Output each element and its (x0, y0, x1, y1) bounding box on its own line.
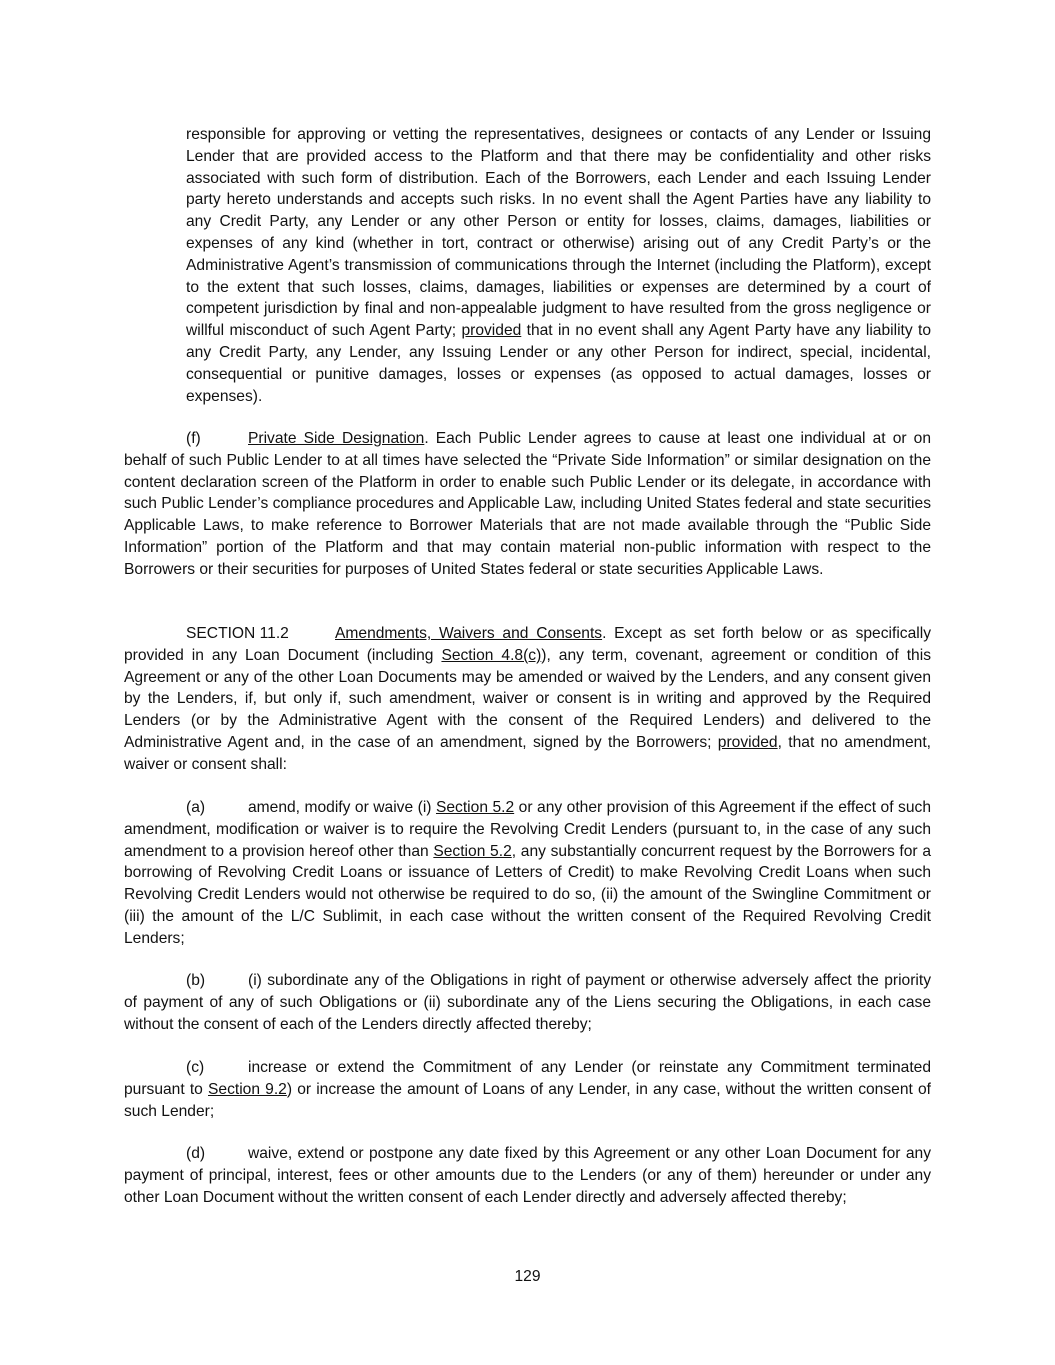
section-reference: Section 5.2 (433, 842, 512, 860)
clause-label: (d) (186, 1145, 206, 1162)
page-number: 129 (514, 1268, 541, 1285)
section-11-2 (124, 623, 931, 776)
section-reference: Section 9.2 (208, 1080, 287, 1098)
clause-label: (c) (186, 1059, 205, 1076)
clause-label: (f) (186, 430, 201, 447)
text-run: ), any term, covenant, agreement or condition of this Agreement or any of the other Loan Documents may be amended or waived by the Lenders, and any consent given by the Lenders, if, but only if, such amendment, waiver or consent is in writing and approved by the Required Lenders (or by the Administrative Agent with the consent of the Required Lenders) and delivered to the Administrative Agent and, in the case of an amendment, signed by the Borrowers; (124, 646, 931, 751)
clause-label: (a) (186, 799, 206, 816)
text-run: (i) subordinate any of the Obligations in right of payment or otherwise adversely affect the priority of payment of any of such Obligations or (ii) subordinate any of the Liens securing the Obligations, in each case without the consent of each of the Lenders directly affected thereby; (124, 972, 931, 1033)
text-run: responsible for approving or vetting the representatives, designees or contacts of any Lender or Issuing Lender that are provided access to the Platform and that there may be confidentiality and other risks associated with such form of distribution. Each of the Borrowers, each Lender and each Issuing Lender party hereto understands and accepts such risks. In no event shall the Agent Parties have any liability to any Credit Party, any Lender or any other Person or entity for losses, claims, damages, liabilities or expenses of any kind (whether in tort, contract or otherwise) arising out of any Credit Party’s or the Administrative Agent’s transmission of communications through the Internet (including the Platform), except to the extent that such losses, claims, damages, liabilities or expenses are determined by a court of competent jurisdiction by final and non-appealable judgment to have resulted from the gross negligence or willful misconduct of such Agent Party; (186, 126, 931, 340)
paragraph-d (124, 1143, 931, 1208)
section-reference: Section 4.8(c) (441, 646, 542, 664)
paragraph-continuation (186, 124, 931, 407)
text-run: . Except as set forth below or as specifically provided in any Loan Document (including (124, 625, 931, 664)
clause-label: (b) (186, 972, 206, 989)
text-run: increase or extend the Commitment of any Lender (or reinstate any Commitment terminated pursuant to (124, 1059, 931, 1098)
text-run: that in no event shall any Agent Party have any liability to any Credit Party, any Lender, any Issuing Lender or any other Person for indirect, special, incidental, consequential or punitive damages, losses or expenses (as opposed to actual damages, losses or expenses). (186, 322, 931, 405)
paragraph-f (124, 428, 931, 581)
clause-heading: Private Side Designation (248, 430, 425, 447)
text-run: . Each Public Lender agrees to cause at least one individual at or on behalf of such Public Lender to at all times have selected the “Private Side Information” or similar designation on the content declaration screen of the Platform in order to enable such Public Lender or its delegate, in accordance with such Public Lender’s compliance procedures and Applicable Law, including United States federal and state securities Applicable Laws, to make reference to Borrower Materials that are not made available through the “Public Side Information” portion of the Platform and that may contain material non-public information with respect to the Borrowers or their securities for purposes of United States federal or state securities Applicable Laws. (124, 430, 932, 578)
text-run: waive, extend or postpone any date fixed by this Agreement or any other Loan Document for any payment of principal, interest, fees or other amounts due to the Lenders (or any of them) hereunder or under any other Loan Document without the written consent of each Lender directly and adversely affected thereby; (124, 1145, 931, 1206)
text-run: amend, modify or waive (i) (248, 799, 436, 816)
text-run: , that no amendment, waiver or consent shall: (124, 733, 931, 773)
text-run: ) or increase the amount of Loans of any Lender, in any case, without the written consent of such Lender; (124, 1080, 931, 1120)
underlined-term: provided (717, 733, 778, 751)
underlined-term: provided (461, 322, 522, 340)
text-run: , any substantially concurrent request by the Borrowers for a borrowing of Revolving Credit Loans or issuance of Letters of Credit) to make Revolving Credit Loans when such Revolving Credit Lenders would not otherwise be required to do so, (ii) the amount of the Swingline Commitment or (iii) the amount of the L/C Sublimit, in each case without the written consent of the Required Revolving Credit Lenders; (124, 842, 931, 947)
paragraph-a (124, 797, 931, 950)
section-heading: Amendments, Waivers and Consents (335, 625, 603, 642)
section-reference: Section 5.2 (435, 799, 515, 816)
paragraph-b (124, 970, 931, 1035)
section-label: SECTION 11.2 (186, 625, 289, 642)
text-run: or any other provision of this Agreement if the effect of such amendment, modification or waiver is to require the Revolving Credit Lenders (pursuant to, in the case of any such amendment to a provision hereof other than (124, 799, 931, 860)
paragraph-c (124, 1057, 931, 1122)
